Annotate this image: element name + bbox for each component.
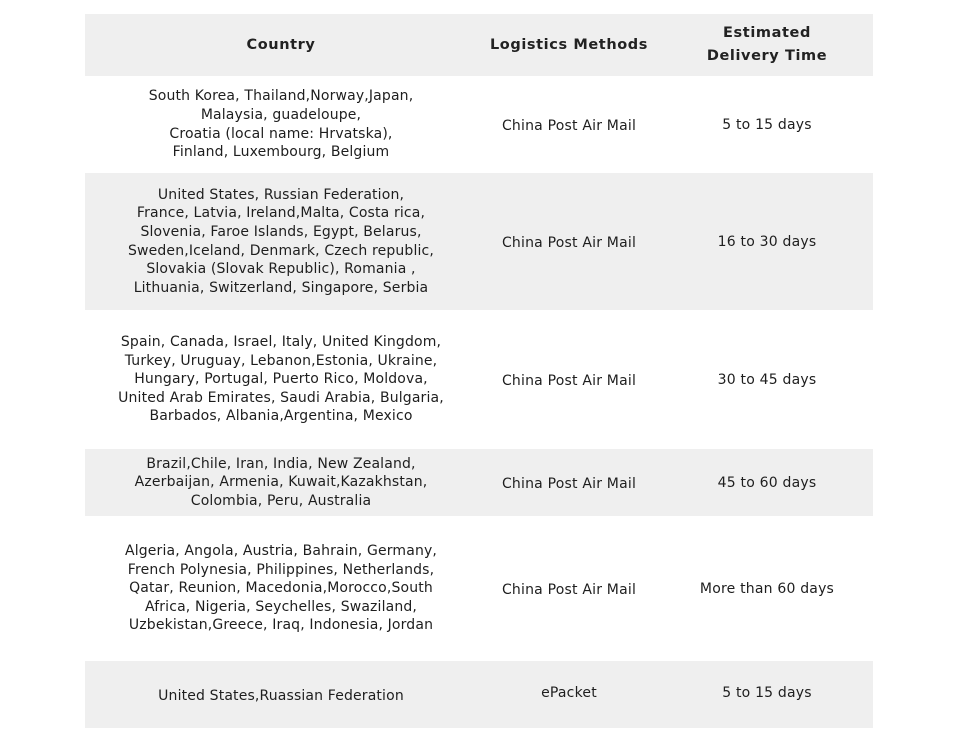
logistics-method: China Post Air Mail: [501, 372, 637, 389]
delivery-time: 16 to 30 days: [717, 233, 817, 250]
delivery-time: 30 to 45 days: [717, 371, 817, 388]
country-list: Spain, Canada, Israel, Italy, United Kingdom, Turkey, Uruguay, Lebanon,Estonia, Ukraine, Hungary, Portugal, Puerto Rico, Moldova, United Arab Emirates, Saudi Arabia, Bulgaria, Barbados, Albania,Argentina, Mexico: [118, 334, 444, 425]
delivery-time: 5 to 15 days: [722, 684, 812, 701]
header-logistics-methods: Logistics Methods: [489, 36, 649, 53]
header-estimated-delivery-time: Estimated Delivery Time: [706, 25, 828, 64]
table-row: [85, 449, 873, 516]
country-list: United States,Ruassian Federation: [158, 688, 404, 705]
header-country: Country: [246, 36, 316, 53]
shipping-table: [85, 14, 873, 728]
table-row: [85, 76, 873, 173]
country-list: Algeria, Angola, Austria, Bahrain, Germany, French Polynesia, Philippines, Netherlands, Qatar, Reunion, Macedonia,Morocco,South Africa, Nigeria, Seychelles, Swaziland, Uzbekistan,Greece, Iraq, Indonesia, Jordan: [124, 543, 438, 634]
table-header-row: [85, 14, 873, 76]
delivery-time: 45 to 60 days: [717, 474, 817, 491]
table-row: [85, 173, 873, 310]
country-list: United States, Russian Federation, France, Latvia, Ireland,Malta, Costa rica, Slovenia, Faroe Islands, Egypt, Belarus, Sweden,Iceland, Denmark, Czech republic, Slovakia (Slovak Republic), Romania , Lithuania, Switzerland, Singapore, Serbia: [128, 186, 434, 296]
logistics-method: China Post Air Mail: [501, 475, 637, 492]
table-row: [85, 310, 873, 449]
delivery-time: 5 to 15 days: [722, 116, 812, 133]
logistics-method: China Post Air Mail: [501, 234, 637, 251]
delivery-time: More than 60 days: [699, 580, 835, 597]
logistics-method: ePacket: [541, 684, 597, 701]
table-row: [85, 516, 873, 661]
logistics-method: China Post Air Mail: [501, 117, 637, 134]
country-list: Brazil,Chile, Iran, India, New Zealand, Azerbaijan, Armenia, Kuwait,Kazakhstan, Colombia, Peru, Australia: [134, 455, 428, 509]
logistics-method: China Post Air Mail: [501, 581, 637, 598]
table-row: [85, 661, 873, 728]
country-list: South Korea, Thailand,Norway,Japan, Malaysia, guadeloupe, Croatia (local name: Hrvatska), Finland, Luxembourg, Belgium: [148, 88, 414, 161]
